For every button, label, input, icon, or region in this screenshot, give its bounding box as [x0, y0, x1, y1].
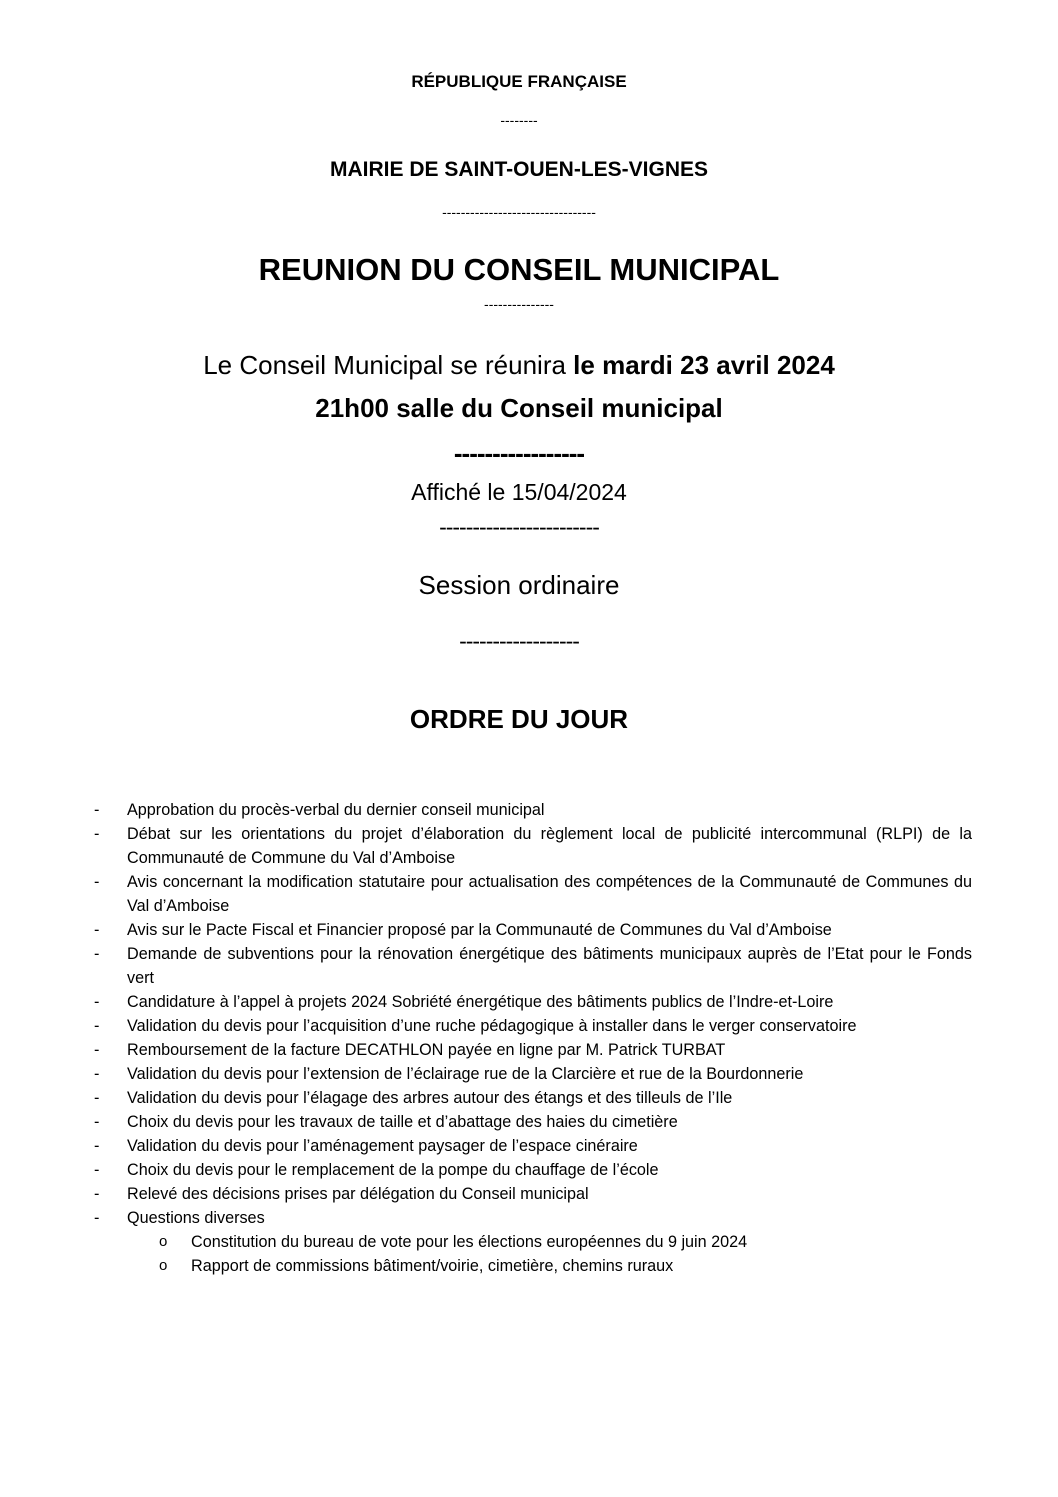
dash-bullet: -: [94, 1161, 100, 1179]
agenda-item: [92, 1038, 972, 1062]
agenda-item: [92, 1158, 972, 1182]
agenda-subitem: [92, 1254, 972, 1278]
dash-bullet: -: [94, 1113, 100, 1131]
agenda-item-text: Validation du devis pour l’élagage des arbres autour des étangs et des tilleuls de l’Ile: [127, 1089, 733, 1107]
separator: ------------------: [459, 628, 579, 654]
agenda-item-text: Validation du devis pour l’acquisition d’une ruche pédagogique à installer dans le verger conservatoire: [127, 1017, 857, 1035]
agenda-subitem-text: Constitution du bureau de vote pour les élections européennes du 9 juin 2024: [191, 1233, 748, 1251]
republic-heading: RÉPUBLIQUE FRANÇAISE: [411, 72, 627, 91]
agenda-item-text: Choix du devis pour le remplacement de la pompe du chauffage de l’école: [127, 1161, 659, 1179]
dash-bullet: -: [94, 801, 100, 819]
dash-bullet: -: [94, 945, 100, 963]
posted-date: Affiché le 15/04/2024: [411, 479, 627, 505]
agenda-item: [92, 1110, 972, 1134]
agenda-item: [92, 1182, 972, 1206]
separator: -----------------: [453, 438, 585, 468]
dash-bullet: -: [94, 993, 100, 1011]
separator: ---------------------------------: [442, 204, 596, 220]
mairie-heading: MAIRIE DE SAINT-OUEN-LES-VIGNES: [329, 158, 709, 181]
dash-bullet: -: [94, 1065, 100, 1083]
agenda-item: [92, 1086, 972, 1110]
agenda-title: ORDRE DU JOUR: [409, 704, 629, 734]
agenda-item: [92, 822, 972, 870]
dash-bullet: -: [94, 921, 100, 939]
dash-bullet: -: [94, 1137, 100, 1155]
meeting-time-place: 21h00 salle du Conseil municipal: [315, 393, 723, 423]
agenda-item-text: Candidature à l’appel à projets 2024 Sobriété énergétique des bâtiments publics de l’Indre-et-Loire: [127, 993, 834, 1011]
page-title: REUNION DU CONSEIL MUNICIPAL: [258, 252, 780, 287]
agenda-item: [92, 798, 972, 822]
session-type: Session ordinaire: [418, 570, 620, 600]
agenda-item-text: Validation du devis pour l’aménagement paysager de l’espace cinéraire: [127, 1137, 638, 1155]
agenda-item: [92, 942, 972, 990]
agenda-item-text: Questions diverses: [127, 1209, 265, 1227]
circle-bullet: o: [159, 1233, 168, 1250]
agenda-item-text: Avis sur le Pacte Fiscal et Financier proposé par la Communauté de Communes du Val d’Amboise: [127, 921, 832, 939]
agenda-item-text: Avis concernant la modification statutaire pour actualisation des compétences de la Communauté de Communes du Val d’Amboise: [127, 873, 972, 915]
agenda-item: [92, 1206, 972, 1230]
agenda-item: [92, 1134, 972, 1158]
agenda-item: [92, 918, 972, 942]
agenda-item: [92, 990, 972, 1014]
meeting-intro: [0, 350, 1048, 381]
separator: ------------------------: [439, 514, 599, 540]
dash-bullet: -: [94, 1185, 100, 1203]
agenda-item-text: Relevé des décisions prises par délégation du Conseil municipal: [127, 1185, 589, 1203]
agenda-item: [92, 1062, 972, 1086]
agenda-subitem: [92, 1230, 972, 1254]
agenda-item-text: Demande de subventions pour la rénovation énergétique des bâtiments municipaux auprès de l’Etat pour le Fonds vert: [127, 945, 972, 987]
dash-bullet: -: [94, 1017, 100, 1035]
dash-bullet: -: [94, 873, 100, 891]
agenda-item-text: Débat sur les orientations du projet d’élaboration du règlement local de publicité intercommunal (RLPI) de la Communauté de Commune du Val d’Amboise: [127, 825, 972, 867]
agenda-item: [92, 870, 972, 918]
agenda-item-text: Choix du devis pour les travaux de taille et d’abattage des haies du cimetière: [127, 1113, 678, 1131]
agenda-subitem-text: Rapport de commissions bâtiment/voirie, cimetière, chemins ruraux: [191, 1257, 674, 1275]
dash-bullet: -: [94, 825, 100, 843]
meeting-intro-text: Le Conseil Municipal se réunira: [203, 350, 574, 380]
circle-bullet: o: [159, 1257, 168, 1274]
agenda-item-text: Remboursement de la facture DECATHLON payée en ligne par M. Patrick TURBAT: [127, 1041, 726, 1059]
agenda-item-text: Approbation du procès-verbal du dernier conseil municipal: [127, 801, 545, 819]
dash-bullet: -: [94, 1209, 100, 1227]
separator: ---------------: [484, 296, 554, 312]
dash-bullet: -: [94, 1041, 100, 1059]
agenda-item-text: Validation du devis pour l’extension de l’éclairage rue de la Clarcière et rue de la Bourdonnerie: [127, 1065, 804, 1083]
meeting-date: le mardi 23 avril 2024: [573, 350, 835, 380]
dash-bullet: -: [94, 1089, 100, 1107]
agenda-item: [92, 1014, 972, 1038]
separator: --------: [500, 112, 538, 128]
agenda-list: [92, 798, 972, 1278]
